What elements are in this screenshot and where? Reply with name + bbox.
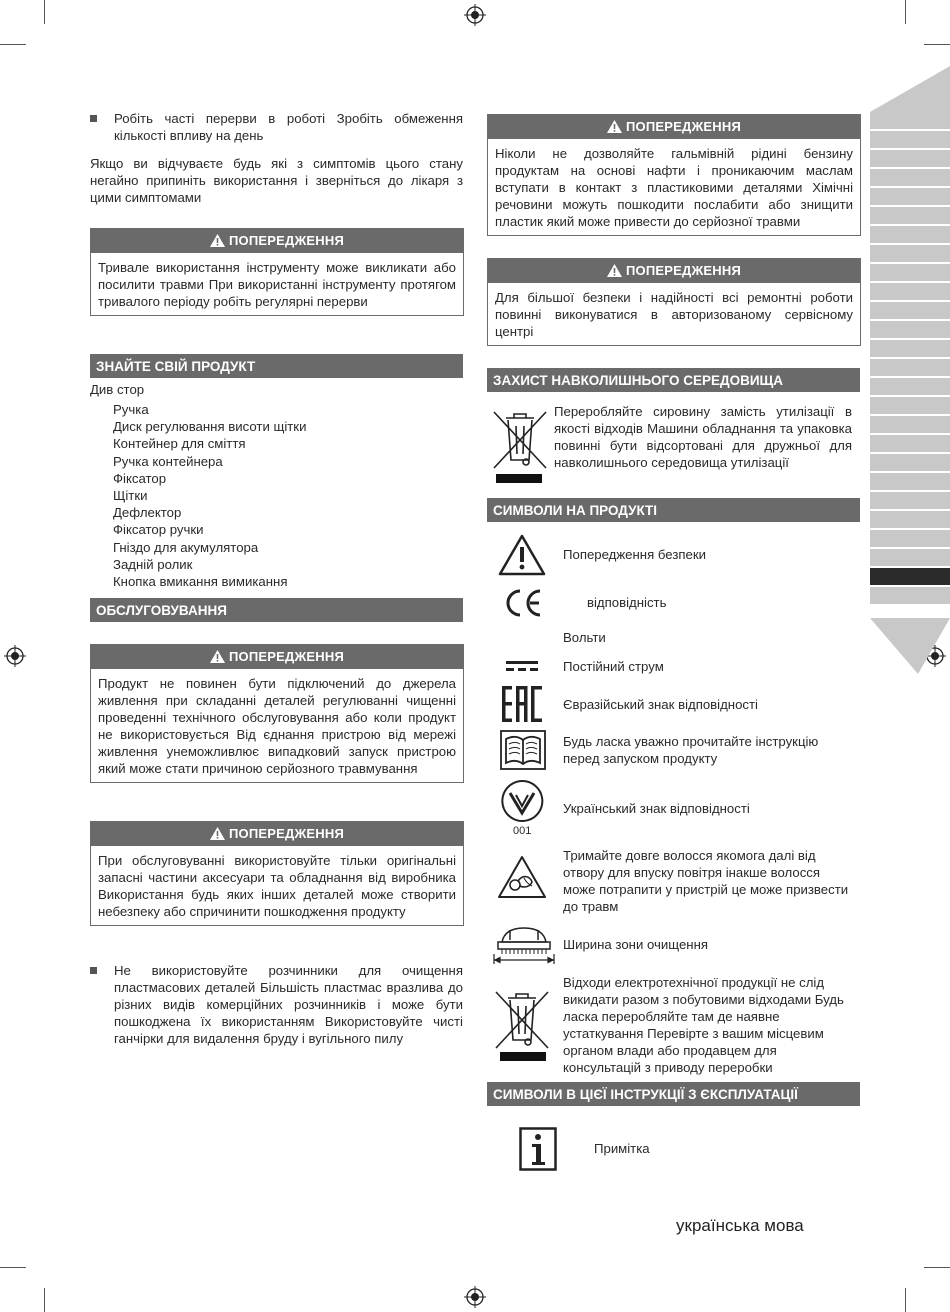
list-item: Фіксатор ручки (113, 522, 204, 538)
symbol-label-dc: Постійний струм (563, 659, 664, 674)
warning-title: ПОПЕРЕДЖЕННЯ (625, 263, 741, 278)
symbol-label-eac: Євразійський знак відповідності (563, 697, 758, 712)
symbol-label-safety: Попередження безпеки (563, 547, 706, 562)
index-tab (870, 492, 950, 509)
section-heading-find-product: ЗНАЙТЕ СВІЙ ПРОДУКТ (90, 354, 463, 378)
crop-mark (44, 1288, 45, 1312)
bullet-breaks (90, 110, 463, 144)
note-info-icon (519, 1127, 557, 1171)
warning-header (91, 645, 463, 669)
list-item: Ручка (113, 402, 149, 417)
crop-mark (44, 0, 45, 24)
symbol-label-note: Примітка (594, 1141, 650, 1156)
index-tab (870, 283, 950, 300)
warning-title: ПОПЕРЕДЖЕННЯ (228, 826, 344, 841)
warning-header (91, 229, 463, 253)
warning-title: ПОПЕРЕДЖЕННЯ (228, 649, 344, 664)
warning-text: Тривале використання інструменту може викликати або посилити травми При використанні інструменту протягом тривалого періоду робіть регулярні перерви (98, 260, 456, 309)
list-item: Ручка контейнера (113, 453, 223, 469)
warning-triangle-icon (210, 827, 225, 840)
list-item: Дефлектор (113, 505, 182, 521)
recycling-text: Переробляйте сировину замість утилізації в якості відходів Машини обладнання та упаковка повинні бути відсортовані для дружньої для навколишнього середовища утилізації (554, 404, 852, 470)
symbol-label-manual: Будь ласка уважно прочитайте інструкцію перед запуском продукту (563, 734, 819, 766)
warning-text: Для більшої безпеки і надійності всі ремонтні роботи повинні виконуватися в авторизованому сервісному центрі (495, 290, 853, 339)
registration-mark-icon (464, 1286, 486, 1308)
section-heading-product-symbols: СИМВОЛИ НА ПРОДУКТІ (487, 498, 860, 522)
index-tab (870, 150, 950, 167)
warning-text: Ніколи не дозволяйте гальмівній рідині бензину продуктам на основі нафти і проникаючим маслам вступати в контакт з пластиковими деталями Хімічні речовини можуть пошкодити послабити або знищити пластик який може привести до серйозної травми (495, 146, 853, 229)
warning-box (487, 258, 861, 346)
crossed-bin-icon (490, 984, 554, 1066)
list-item: Кнопка вмикання вимикання (113, 573, 288, 589)
index-tab (870, 511, 950, 528)
warning-header (488, 259, 860, 283)
page-language-label: українська мова (676, 1216, 804, 1235)
index-tab (870, 245, 950, 262)
warning-box (90, 821, 464, 926)
list-item: Диск регулювання висоти щітки (113, 419, 307, 435)
tab-corner-top (870, 66, 950, 112)
index-tab (870, 131, 950, 148)
parts-list (113, 401, 463, 590)
list-item: Гніздо для акумулятора (113, 539, 259, 555)
index-tab (870, 587, 950, 604)
crop-mark (924, 1267, 950, 1268)
index-tab (870, 264, 950, 281)
warning-triangle-icon (210, 650, 225, 663)
bullet-text: Робіть частi перерви в роботi Зробіть обмеження кількості впливу на день (114, 111, 463, 143)
list-item: Фіксатор (113, 470, 167, 486)
find-product-intro: Див стор (90, 382, 145, 397)
warning-text: При обслуговуванні використовуйте тільки оригінальні запасні частини аксесуари та обладнання від виробника Використання будь яких інших деталей може створити небезпеку або спричинити пошкодження продукту (98, 853, 456, 919)
index-tab (870, 302, 950, 319)
index-tab (870, 112, 950, 129)
index-tab (870, 473, 950, 490)
registration-mark-icon (464, 4, 486, 26)
warning-title: ПОПЕРЕДЖЕННЯ (625, 119, 741, 134)
crop-mark (924, 44, 950, 45)
index-tab (870, 378, 950, 395)
list-item: Контейнер для сміття (113, 436, 246, 452)
section-heading-environment: ЗАХИСТ НАВКОЛИШНЬОГО СЕРЕДОВИЩА (487, 368, 860, 392)
tab-corner-bottom (870, 618, 950, 674)
index-tab (870, 207, 950, 224)
crop-mark (0, 1267, 26, 1268)
symbol-label-ua: Український знак відповідності (563, 801, 750, 816)
ua-conformity-mark-icon (500, 779, 544, 823)
index-tab (870, 454, 950, 471)
crop-mark (905, 1288, 906, 1312)
index-tab (870, 549, 950, 566)
bullet-solvents (90, 962, 463, 1047)
symbol-label-ce: відповідність (587, 595, 667, 610)
language-index-tabs (870, 112, 950, 606)
list-item: Щітки (113, 487, 148, 503)
registration-mark-icon (4, 645, 26, 667)
index-tab (870, 530, 950, 547)
warning-title: ПОПЕРЕДЖЕННЯ (228, 233, 344, 248)
safety-warning-icon (497, 533, 547, 577)
symptoms-paragraph: Якщо ви відчуваєте будь які з симптомів цього стану негайно припиніть використання і зверніться до лікаря з цими симптомами (90, 156, 463, 205)
index-tab-active (870, 568, 950, 585)
warning-box (487, 114, 861, 236)
read-manual-icon (500, 730, 546, 770)
crop-mark (905, 0, 906, 24)
index-tab (870, 359, 950, 376)
index-tab (870, 397, 950, 414)
warning-header (488, 115, 860, 139)
warning-text: Продукт не повинен бути підключений до джерела живлення при складанні деталей регулюванні чищенні проведенні технічного обслуговування або коли продукт не використовується Від єднання пристрою від мережі живлення унеможливлює випадковий запуск пристрою який може стати причиною серйозного травмування (98, 676, 456, 776)
section-heading-maintenance: ОБСЛУГОВУВАННЯ (90, 598, 463, 622)
symbol-label-weee: Відходи електротехнічної продукції не слід викидати разом з побутовими відходами Будь ласка переробляйте там де наявне устаткування Перевірте з вашим місцевим органом влади або продавцем для консультацій з приводу переробки (563, 975, 844, 1075)
index-tab (870, 416, 950, 433)
index-tab (870, 169, 950, 186)
direct-current-icon (506, 660, 538, 672)
warning-box (90, 228, 464, 316)
warning-triangle-icon (607, 264, 622, 277)
list-item: Задній ролик (113, 556, 193, 572)
ce-mark-icon (502, 588, 544, 618)
index-tab (870, 321, 950, 338)
warning-triangle-icon (210, 234, 225, 247)
index-tab (870, 340, 950, 357)
long-hair-warning-icon (496, 854, 548, 900)
crossed-bin-icon (488, 404, 552, 486)
index-tab (870, 435, 950, 452)
crop-mark (0, 44, 26, 45)
warning-header (91, 822, 463, 846)
symbol-label-hair: Тримайте довге волосся якомога далі від отвору для впуску повітря інакше волосся може потрапити у пристрій це може призвести до травм (563, 848, 849, 914)
warning-triangle-icon (607, 120, 622, 133)
cleaning-width-icon (492, 922, 556, 966)
symbol-label-volts: Вольти (563, 630, 606, 645)
warning-box (90, 644, 464, 783)
index-tab (870, 188, 950, 205)
section-heading-manual-symbols: СИМВОЛИ В ЦІЄЇ ІНСТРУКЦІЇ З ЄКСПЛУАТАЦІЇ (487, 1082, 860, 1106)
bullet-text: Не використовуйте розчинники для очищення пластмасових деталей Більшість пластмас вразлива до різних видів комерційних розчинників і може бути пошкоджена їх використанням Використовуйте чисті ганчірки для видалення бруду і вугільного пилу (114, 963, 463, 1046)
index-tab (870, 226, 950, 243)
symbol-label-width: Ширина зони очищення (563, 937, 709, 952)
ua-mark-code: 001 (513, 825, 532, 837)
eac-mark-icon (502, 686, 542, 722)
